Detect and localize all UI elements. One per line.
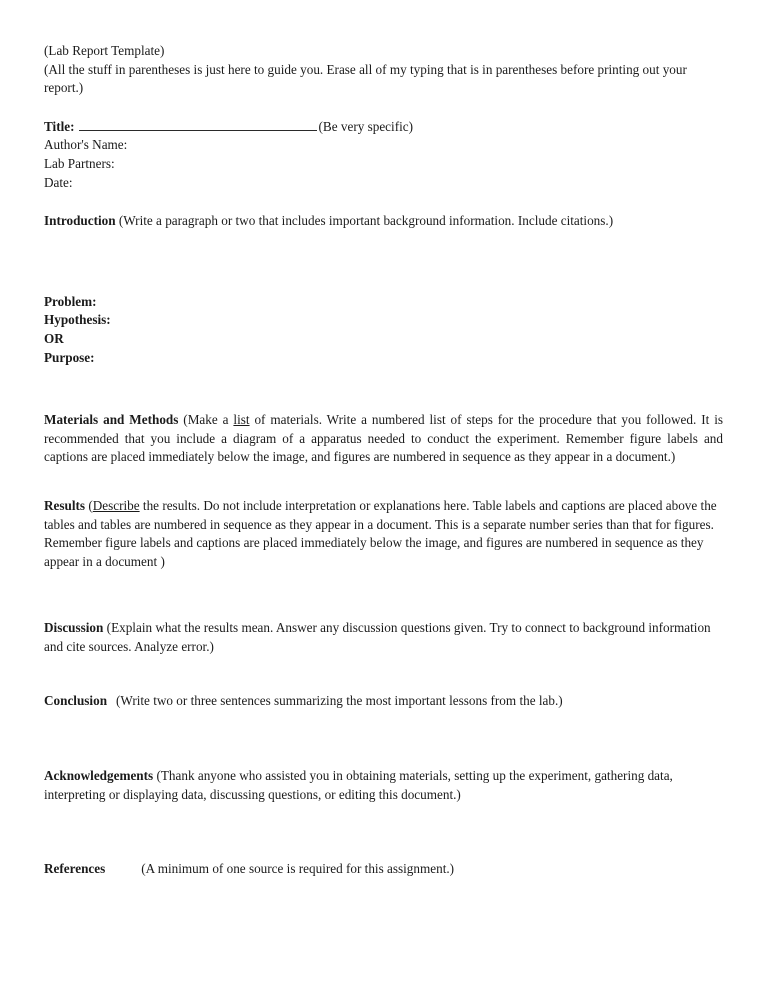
section-materials-and-methods — [44, 411, 723, 467]
results-heading: Results — [44, 497, 86, 513]
section-purpose: Purpose: — [44, 349, 95, 365]
spacer — [44, 804, 723, 860]
spacer — [44, 467, 723, 497]
conclusion-heading: Conclusion — [44, 693, 108, 709]
acknowledgements-heading: Acknowledgements — [44, 768, 154, 784]
spacer — [44, 367, 723, 411]
title-field-row — [44, 118, 723, 137]
author-name-label: Author's Name: — [44, 137, 128, 153]
section-references — [44, 860, 723, 879]
section-introduction — [44, 212, 723, 231]
materials-and-methods-heading: Materials and Methods — [44, 412, 179, 428]
section-or: OR — [44, 330, 64, 346]
lab-partners-label: Lab Partners: — [44, 155, 115, 171]
template-instruction: (All the stuff in parentheses is just here to guide you. Erase all of my typing that is in parentheses before printing out your report.) — [44, 61, 687, 96]
introduction-body: (Write a paragraph or two that includes important background information. Include citations.) — [115, 213, 614, 229]
discussion-body: (Explain what the results mean. Answer any discussion questions given. Try to connect to background information and cite sources. Analyze error.) — [44, 620, 711, 654]
references-heading: References — [44, 861, 106, 877]
section-acknowledgements — [44, 767, 723, 804]
spacer — [44, 711, 723, 767]
materials-and-methods-body-part2: of materials. Write a numbered list of steps for the procedure that you followed. It is recommended that you include a diagram of a apparatus needed to conduct the experiment. Remember figure labels and captions are placed immediately below the image, and figures are numbered in sequence as they appear in a document.) — [44, 412, 723, 465]
title-input-blank[interactable] — [79, 118, 317, 131]
introduction-heading: Introduction — [44, 213, 116, 229]
date-row — [44, 174, 723, 193]
spacer — [44, 656, 723, 692]
template-label: (Lab Report Template) — [44, 43, 165, 58]
section-conclusion — [44, 692, 723, 711]
discussion-heading: Discussion — [44, 620, 104, 636]
results-underlined-describe: Describe — [92, 497, 140, 513]
title-note: (Be very specific) — [318, 118, 413, 134]
spacer — [44, 192, 723, 212]
spacer — [44, 98, 723, 118]
results-body-part1: ( — [85, 497, 93, 513]
document-body — [44, 42, 723, 879]
section-results — [44, 497, 723, 571]
lab-partners-row — [44, 155, 723, 174]
results-body-part2: the results. Do not include interpretation or explanations here. Table labels and captions are placed above the tables and tables are numbered in sequence as they appear in a document. This is a separate number series than that for figures. Remember figure labels and captions are placed immediately below the image, and figures are numbered in sequence as they appear in a document ) — [44, 497, 717, 569]
author-name-row — [44, 136, 723, 155]
section-discussion — [44, 619, 723, 656]
materials-and-methods-body-part1: (Make a — [178, 412, 234, 428]
title-label: Title: — [44, 118, 75, 134]
references-body: (A minimum of one source is required for this assignment.) — [141, 861, 455, 877]
section-problem: Problem: — [44, 293, 97, 309]
acknowledgements-body: (Thank anyone who assisted you in obtaining materials, setting up the experiment, gathering data, interpreting or displaying data, discussing questions, or editing this document.) — [44, 768, 673, 802]
materials-and-methods-underlined-list: list — [233, 412, 250, 428]
date-label: Date: — [44, 174, 73, 190]
spacer — [44, 231, 723, 293]
section-hypothesis: Hypothesis: — [44, 312, 111, 328]
conclusion-body: (Write two or three sentences summarizing the most important lessons from the lab.) — [116, 693, 563, 709]
spacer — [44, 571, 723, 619]
